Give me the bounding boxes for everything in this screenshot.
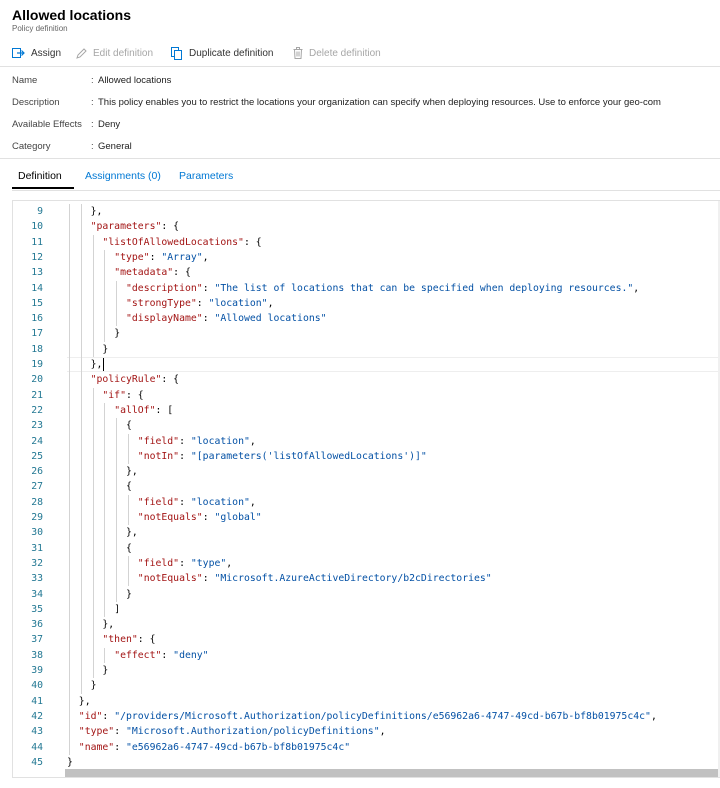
json-punctuation: : { xyxy=(243,236,262,248)
code-text xyxy=(67,755,73,770)
code-text xyxy=(67,250,209,265)
line-number: 33 xyxy=(31,573,43,585)
json-punctuation: : xyxy=(179,435,191,447)
line-number: 27 xyxy=(31,481,43,493)
json-punctuation: : xyxy=(102,710,115,722)
code-line xyxy=(13,204,720,219)
active-tab-indicator xyxy=(12,187,74,189)
json-punctuation: { xyxy=(126,420,132,432)
text-caret xyxy=(103,358,104,371)
json-key: "allOf" xyxy=(114,404,156,416)
line-number: 34 xyxy=(31,588,43,600)
code-text xyxy=(67,510,262,525)
json-punctuation: }, xyxy=(126,527,138,539)
code-text xyxy=(67,219,179,234)
edit-definition-label: Edit definition xyxy=(93,47,154,59)
code-text xyxy=(67,525,138,540)
code-line xyxy=(13,219,720,234)
code-line xyxy=(13,632,720,647)
json-punctuation: : xyxy=(179,496,191,508)
code-line xyxy=(13,724,720,739)
line-number: 24 xyxy=(31,435,43,447)
essentials-row-name xyxy=(12,74,720,88)
code-line xyxy=(13,326,720,341)
line-number: 35 xyxy=(31,603,43,615)
description-label: Description xyxy=(12,97,60,108)
line-number: 28 xyxy=(31,496,43,508)
separator: : xyxy=(91,141,94,152)
json-string: "[parameters('listOfAllowedLocations')]" xyxy=(190,450,427,462)
line-number: 42 xyxy=(31,710,43,722)
code-line xyxy=(13,342,720,357)
code-line xyxy=(13,403,720,418)
line-number: 20 xyxy=(31,374,43,386)
code-line xyxy=(13,372,720,387)
tabs-divider xyxy=(12,190,720,191)
line-number: 17 xyxy=(31,328,43,340)
json-punctuation: : { xyxy=(161,374,180,386)
json-punctuation: : xyxy=(179,557,191,569)
code-line xyxy=(13,541,720,556)
duplicate-definition-button[interactable] xyxy=(171,44,274,62)
essentials-row-category xyxy=(12,140,720,154)
category-value: General xyxy=(98,141,132,152)
code-text xyxy=(67,434,256,449)
code-line xyxy=(13,587,720,602)
json-key: "field" xyxy=(137,557,180,569)
code-text xyxy=(67,556,232,571)
category-label: Category xyxy=(12,141,51,152)
name-label: Name xyxy=(12,75,38,86)
json-key: "field" xyxy=(137,496,180,508)
line-number: 41 xyxy=(31,695,43,707)
code-text xyxy=(67,740,350,755)
edit-definition-button[interactable] xyxy=(76,44,153,62)
code-text xyxy=(67,678,97,693)
code-text xyxy=(67,342,108,357)
toolbar-divider xyxy=(0,66,720,67)
json-string: "location" xyxy=(190,496,250,508)
code-editor[interactable] xyxy=(12,200,720,778)
line-number: 26 xyxy=(31,466,43,478)
code-line xyxy=(13,678,720,693)
code-text xyxy=(67,281,639,296)
line-number: 11 xyxy=(31,236,43,248)
line-number: 22 xyxy=(31,404,43,416)
code-text xyxy=(67,235,262,250)
json-key: "field" xyxy=(137,435,180,447)
code-text xyxy=(67,418,132,433)
code-line xyxy=(13,418,720,433)
json-punctuation: , xyxy=(267,297,274,309)
code-text xyxy=(67,617,114,632)
code-text xyxy=(67,204,102,219)
json-punctuation: }, xyxy=(90,206,103,217)
code-line xyxy=(13,311,720,326)
json-punctuation: ] xyxy=(114,603,121,615)
line-number: 29 xyxy=(31,512,43,523)
separator: : xyxy=(91,97,94,108)
line-number: 25 xyxy=(31,450,43,462)
json-punctuation: { xyxy=(126,542,132,554)
line-number: 31 xyxy=(31,542,43,554)
code-line xyxy=(13,510,720,525)
json-string: "e56962a6-4747-49cd-b67b-bf8b01975c4c" xyxy=(125,741,351,753)
line-number: 37 xyxy=(31,634,43,646)
line-number: 12 xyxy=(31,251,43,263)
json-string: "location" xyxy=(190,435,250,447)
code-line xyxy=(13,464,720,479)
assign-icon xyxy=(12,47,25,59)
json-string: "Microsoft.Authorization/policyDefinitions" xyxy=(125,726,380,738)
json-punctuation: }, xyxy=(102,619,115,631)
code-line xyxy=(13,479,720,494)
line-number: 10 xyxy=(31,221,43,233)
code-line xyxy=(13,449,720,464)
json-punctuation: , xyxy=(650,710,657,722)
code-text xyxy=(67,495,256,510)
page-title: Allowed locations xyxy=(12,7,132,23)
duplicate-definition-label: Duplicate definition xyxy=(189,47,274,59)
json-key: "notEquals" xyxy=(137,573,203,585)
line-number: 18 xyxy=(31,343,43,355)
json-punctuation: } xyxy=(102,343,109,355)
json-punctuation: : [ xyxy=(155,404,174,416)
json-punctuation: : xyxy=(114,741,126,753)
code-line xyxy=(13,617,720,632)
code-line xyxy=(13,296,720,311)
code-line xyxy=(13,709,720,724)
code-text xyxy=(67,311,327,326)
code-line xyxy=(13,648,720,663)
code-line xyxy=(13,602,720,617)
assign-label: Assign xyxy=(31,47,62,59)
json-key: "id" xyxy=(78,710,103,722)
json-punctuation: , xyxy=(202,251,209,263)
line-number: 40 xyxy=(31,680,43,692)
json-punctuation: : xyxy=(196,297,209,309)
json-key: "type" xyxy=(114,251,150,263)
code-text xyxy=(67,602,120,617)
line-number: 44 xyxy=(31,741,43,753)
json-key: "displayName" xyxy=(126,313,203,325)
code-text xyxy=(67,265,191,280)
json-punctuation: : { xyxy=(137,634,156,646)
json-string: "Allowed locations" xyxy=(214,313,327,325)
separator: : xyxy=(91,75,94,86)
tab-definition[interactable]: Definition xyxy=(18,170,62,182)
code-text xyxy=(67,632,155,647)
json-punctuation: { xyxy=(126,481,132,493)
assign-button[interactable] xyxy=(12,44,61,62)
json-punctuation: , xyxy=(249,496,256,508)
code-text xyxy=(67,479,132,494)
json-key: "type" xyxy=(78,726,115,738)
json-punctuation: : xyxy=(179,450,191,462)
json-key: "parameters" xyxy=(90,221,162,233)
code-line xyxy=(13,388,720,403)
command-bar xyxy=(0,42,720,64)
json-punctuation: : xyxy=(202,313,215,325)
delete-definition-label: Delete definition xyxy=(309,47,381,59)
line-number: 14 xyxy=(31,282,43,294)
code-text xyxy=(67,403,173,418)
json-punctuation: }, xyxy=(126,466,138,478)
json-key: "listOfAllowedLocations" xyxy=(102,236,244,248)
code-line xyxy=(13,740,720,755)
copy-icon xyxy=(171,47,183,60)
line-number: 15 xyxy=(31,297,43,309)
json-key: "description" xyxy=(126,282,203,294)
line-number: 16 xyxy=(31,313,43,325)
code-line xyxy=(13,694,720,709)
json-punctuation: , xyxy=(226,557,233,569)
json-string: "The list of locations that can be specified when deploying resources." xyxy=(214,282,634,294)
separator: : xyxy=(91,119,94,130)
code-line xyxy=(13,250,720,265)
code-line xyxy=(13,556,720,571)
code-text xyxy=(67,388,144,403)
json-key: "effect" xyxy=(114,649,162,661)
json-punctuation: , xyxy=(249,435,256,447)
available-effects-value: Deny xyxy=(98,119,121,130)
line-number: 43 xyxy=(31,726,43,738)
json-key: "then" xyxy=(102,634,138,646)
tab-parameters[interactable]: Parameters xyxy=(179,170,234,182)
json-string: "Microsoft.AzureActiveDirectory/b2cDirectories" xyxy=(214,573,492,585)
code-text xyxy=(67,372,179,387)
essentials-row-description xyxy=(12,96,720,110)
blade-header xyxy=(12,6,131,34)
code-text xyxy=(67,449,427,464)
code-line xyxy=(13,265,720,280)
code-text xyxy=(67,694,91,709)
pencil-icon xyxy=(76,48,87,59)
line-number: 39 xyxy=(31,665,43,676)
json-punctuation: : xyxy=(202,573,215,585)
line-number: 45 xyxy=(31,756,43,768)
json-punctuation: : xyxy=(202,282,215,294)
json-punctuation: : { xyxy=(161,221,180,233)
code-text xyxy=(67,648,209,663)
code-text xyxy=(67,571,492,586)
json-key: "if" xyxy=(102,389,126,401)
essentials-row-available-effects xyxy=(12,118,720,132)
json-key: "policyRule" xyxy=(90,374,162,386)
json-punctuation: : xyxy=(149,251,162,263)
delete-definition-button[interactable] xyxy=(293,44,381,62)
json-string: "/providers/Microsoft.Authorization/policyDefinitions/e56962a6-4747-49cd-b67b-bf8b01975c4c" xyxy=(114,710,651,722)
line-number: 36 xyxy=(31,619,43,631)
code-text xyxy=(67,587,132,602)
code-line xyxy=(13,755,720,770)
tab-assignments[interactable]: Assignments (0) xyxy=(85,170,161,182)
code-line xyxy=(13,281,720,296)
code-line xyxy=(13,434,720,449)
json-punctuation: , xyxy=(633,282,640,294)
trash-icon xyxy=(293,47,303,59)
code-text xyxy=(67,724,386,739)
json-key: "name" xyxy=(78,741,115,753)
line-number: 19 xyxy=(31,359,43,370)
line-number: 23 xyxy=(31,420,43,432)
code-text xyxy=(67,541,132,556)
json-punctuation: : xyxy=(161,649,174,661)
json-string: "location" xyxy=(208,297,268,309)
json-punctuation: : { xyxy=(173,267,191,279)
json-punctuation: }, xyxy=(78,695,91,707)
code-line xyxy=(13,357,720,372)
json-string: "deny" xyxy=(173,649,209,661)
line-number: 32 xyxy=(31,557,43,569)
json-punctuation: : { xyxy=(125,389,144,401)
code-line xyxy=(13,495,720,510)
description-value: This policy enables you to restrict the locations your organization can specify when deploying resources. Use to enforce your geo-com xyxy=(98,97,661,108)
horizontal-scrollbar[interactable] xyxy=(65,769,720,777)
json-string: "Array" xyxy=(161,251,203,263)
json-punctuation: }, xyxy=(90,359,103,370)
code-line xyxy=(13,663,720,678)
json-punctuation: } xyxy=(126,588,132,600)
code-text xyxy=(67,296,273,311)
code-line xyxy=(13,235,720,250)
line-number: 13 xyxy=(31,267,43,279)
page-subtitle: Policy definition xyxy=(12,24,68,33)
code-line xyxy=(13,525,720,540)
line-number: 38 xyxy=(31,649,43,661)
json-punctuation: } xyxy=(90,680,97,692)
code-text xyxy=(67,357,102,372)
code-line xyxy=(13,571,720,586)
json-punctuation: } xyxy=(114,328,121,340)
line-number: 9 xyxy=(37,206,43,217)
json-key: "strongType" xyxy=(126,297,197,309)
json-key: "notIn" xyxy=(137,450,180,462)
json-key: "metadata" xyxy=(114,267,174,279)
json-punctuation: , xyxy=(379,726,386,738)
code-text xyxy=(67,663,108,678)
json-punctuation: : xyxy=(114,726,126,738)
essentials-divider xyxy=(0,158,720,159)
json-string: "type" xyxy=(190,557,227,569)
json-punctuation: } xyxy=(102,665,109,676)
code-text xyxy=(67,326,120,341)
json-string: "global" xyxy=(214,512,262,523)
code-text xyxy=(67,709,657,724)
line-number: 30 xyxy=(31,527,43,539)
name-value: Allowed locations xyxy=(98,75,172,86)
json-punctuation: : xyxy=(202,512,215,523)
line-number: 21 xyxy=(31,389,43,401)
json-punctuation: } xyxy=(67,756,73,768)
code-text xyxy=(67,464,138,479)
available-effects-label: Available Effects xyxy=(12,119,82,130)
json-key: "notEquals" xyxy=(137,512,203,523)
